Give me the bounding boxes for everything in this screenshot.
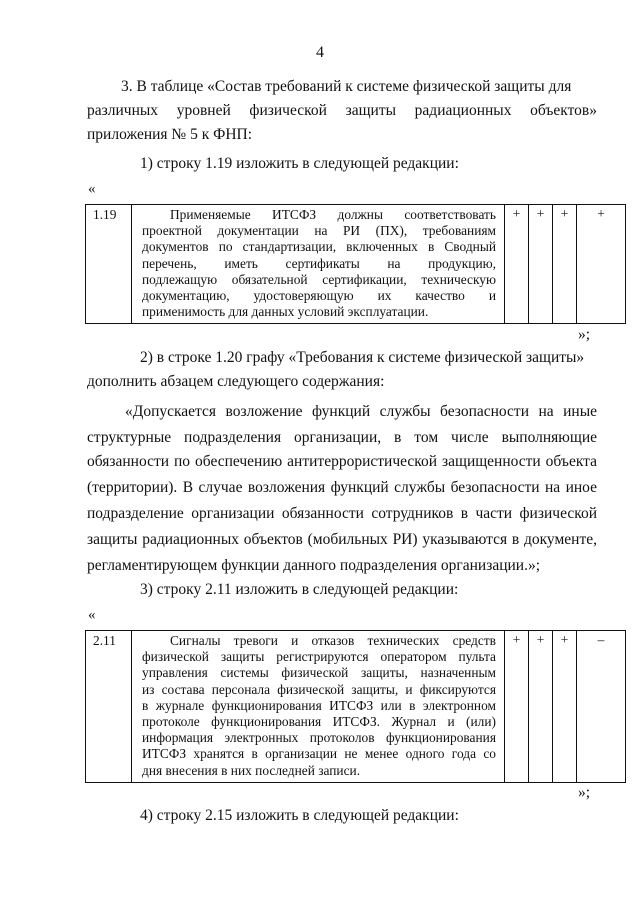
level-mark: + bbox=[505, 205, 529, 324]
sub4-text: 4) строку 2.15 изложить в следующей редакции: bbox=[140, 807, 459, 824]
row-text-line: документацию, удостоверяющую их качество и bbox=[142, 288, 496, 304]
level-mark: + bbox=[553, 205, 577, 324]
row-text bbox=[132, 205, 505, 324]
row-number: 1.19 bbox=[86, 205, 132, 324]
row-text-line: информация электронных протоколов функционирования bbox=[142, 730, 496, 746]
row-text-line: Применяемые ИТСФЗ должны соответствовать bbox=[170, 207, 496, 222]
row-text-line: применимость для данных условий эксплуатации. bbox=[142, 304, 429, 320]
row-text-line: в журнале функционирования ИТСФЗ или в электронном bbox=[142, 697, 496, 713]
requirements-table-row-2-11 bbox=[85, 630, 626, 783]
sub2-line-5: обязанности по обеспечению антитеррористической защищенности объекта bbox=[87, 453, 597, 470]
row-text-line: проектной документации на РИ (ПХ), требованиям bbox=[142, 223, 496, 239]
item3-line-1: 3. В таблице «Состав требований к системе физической защиты для bbox=[121, 78, 572, 95]
requirements-table-row-1-19 bbox=[85, 204, 626, 324]
sub1-close-quote: »; bbox=[578, 326, 591, 343]
row-number: 2.11 bbox=[86, 631, 132, 783]
row-text-line: из состава персонала физической защиты, и фиксируются bbox=[142, 681, 496, 697]
item3-line-3: приложения № 5 к ФНП: bbox=[87, 126, 253, 143]
page-number: 4 bbox=[316, 44, 324, 61]
sub2-line-2: дополнить абзацем следующего содержания: bbox=[87, 373, 385, 390]
row-text-line: документов по стандартизации, включенных в Сводный bbox=[142, 239, 496, 255]
sub2-line-9: регламентирующем функции данного подразделения организации.»; bbox=[87, 557, 541, 574]
row-text-line: Сигналы тревоги и отказов технических средств bbox=[170, 633, 496, 648]
sub2-line-6: (территории). В случае возложения функций службы безопасности на иное bbox=[87, 479, 597, 496]
level-mark: + bbox=[505, 631, 529, 783]
item3-line-2: различных уровней физической защиты радиационных объектов» bbox=[87, 102, 597, 119]
sub1-open-quote: « bbox=[88, 181, 96, 197]
sub2-line-1: 2) в строке 1.20 графу «Требования к системе физической защиты» bbox=[140, 349, 585, 366]
level-mark: + bbox=[529, 205, 553, 324]
row-text-line: ИТСФЗ хранятся в организации не менее одного года со bbox=[142, 746, 496, 762]
row-text-line: физической защиты регистрируются оператором пульта bbox=[142, 649, 496, 665]
sub1-text: 1) строку 1.19 изложить в следующей редакции: bbox=[140, 155, 459, 172]
sub2-line-7: подразделение организации обязанности сотрудников в части физической bbox=[87, 505, 597, 522]
level-mark: + bbox=[529, 631, 553, 783]
sub3-text: 3) строку 2.11 изложить в следующей редакции: bbox=[140, 581, 459, 598]
row-text-line: дня внесения в них последней записи. bbox=[142, 762, 361, 778]
sub2-line-4: структурные подразделения организации, в том числе выполняющие bbox=[87, 429, 597, 446]
level-mark: + bbox=[553, 631, 577, 783]
sub3-close-quote: »; bbox=[578, 784, 591, 801]
row-text-line: протоколе функционирования ИТСФЗ. Журнал и (или) bbox=[142, 714, 496, 730]
sub2-line-3: «Допускается возложение функций службы безопасности на иные bbox=[125, 403, 597, 420]
row-text-line: перечень, иметь сертификаты на продукцию, bbox=[142, 255, 496, 271]
table-row bbox=[86, 205, 626, 324]
sub2-line-8: защиты радиационных объектов (мобильных РИ) указываются в документе, bbox=[87, 531, 597, 548]
row-text bbox=[132, 631, 505, 783]
row-text-line: управления системы физической защиты, назначенным bbox=[142, 665, 496, 681]
table-row bbox=[86, 631, 626, 783]
sub3-open-quote: « bbox=[88, 607, 96, 623]
row-text-line: подлежащую обязательной сертификации, техническую bbox=[142, 271, 496, 287]
level-mark: – bbox=[577, 631, 626, 783]
level-mark: + bbox=[577, 205, 626, 324]
